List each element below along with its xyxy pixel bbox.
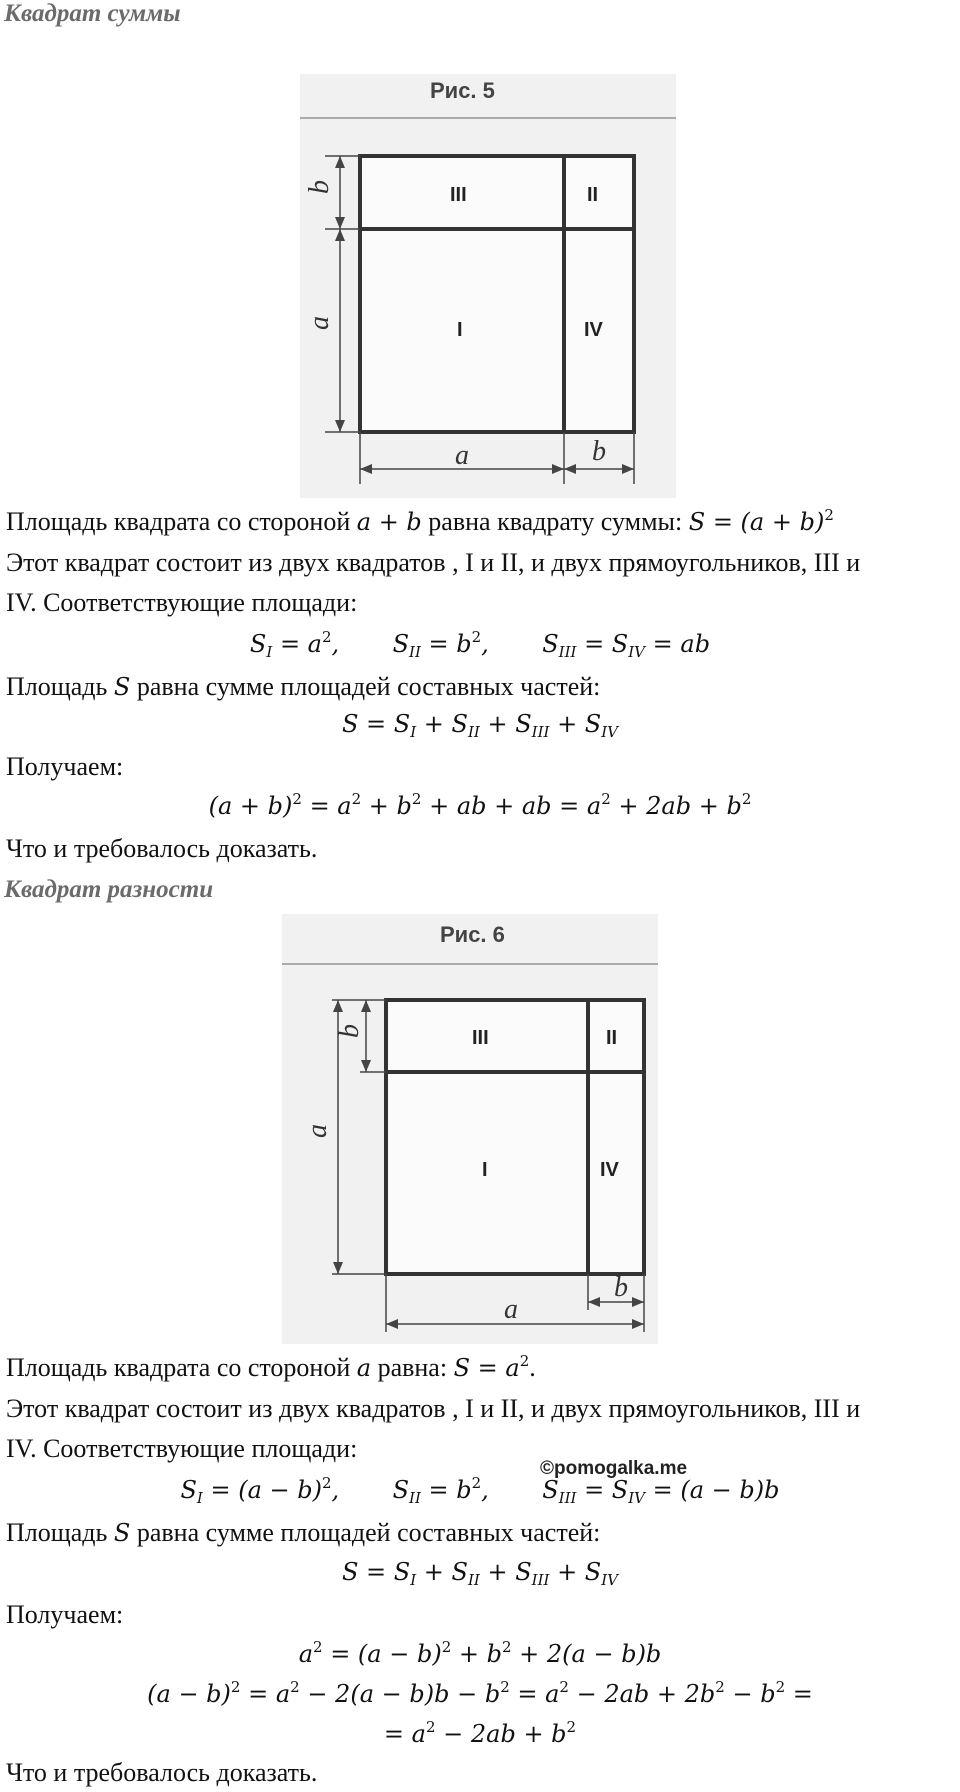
- region-I-label: I: [482, 1159, 488, 1181]
- region-III-label: III: [472, 1027, 489, 1049]
- side-a-label-bottom: a: [455, 440, 469, 471]
- region-IV-label: IV: [584, 319, 603, 341]
- side-b-label-bottom: b: [592, 436, 606, 467]
- section-heading-sum-square: Квадрат суммы: [4, 0, 181, 27]
- text-line: Этот квадрат состоит из двух квадратов , I и II, и двух прямоугольников, III и: [6, 1394, 861, 1423]
- figure-5: [300, 74, 676, 498]
- text-line: IV. Соответствующие площади:: [6, 1434, 358, 1463]
- formula-total-area: $S = S_I + S_{II} + S_{III} + S_{IV}$: [341, 710, 619, 741]
- text-line: Что и требовалось доказать.: [6, 1758, 318, 1787]
- text-line: Что и требовалось доказать.: [6, 834, 318, 863]
- section-heading-difference-square: Квадрат разности: [4, 876, 214, 903]
- text-line: Площадь S равна сумме площадей составных частей:: [6, 672, 601, 701]
- watermark: ©pomogalka.me: [540, 1458, 688, 1479]
- region-II-label: II: [606, 1027, 618, 1049]
- side-b-label-left: b: [304, 180, 335, 194]
- region-II-label: II: [587, 184, 599, 206]
- text-line: Площадь квадрата со стороной a + b равна квадрату суммы: $S = (a + b)^2$: [6, 506, 834, 536]
- side-a-label-bottom: a: [504, 1294, 518, 1325]
- formula-difference-step1: $a^2 = (a - b)^2 + b^2 + 2(a - b)b$: [298, 1638, 662, 1668]
- text-line: Этот квадрат состоит из двух квадратов , I и II, и двух прямоугольников, III и: [6, 548, 861, 577]
- region-I-label: I: [457, 319, 463, 341]
- side-b-label-left: b: [334, 1024, 365, 1038]
- formula-areas-sum: $S_I = a^2$, $S_{II} = b^2$, $S_{III} = S_{IV}$ = ab: [249, 628, 711, 661]
- region-III-label: III: [450, 184, 467, 206]
- side-a-label-left: a: [302, 1124, 333, 1138]
- text-line: Получаем:: [6, 752, 124, 781]
- formula-sum-square-result: $(a + b)^2 = a^2 + b^2$ + ab + ab = $a^2 + 2ab + b^2$: [208, 790, 752, 820]
- side-b-label-bottom: b: [614, 1272, 628, 1303]
- text-line: Площадь S равна сумме площадей составных частей:: [6, 1518, 601, 1547]
- region-IV-label: IV: [600, 1159, 619, 1181]
- text-line: Получаем:: [6, 1600, 124, 1629]
- formula-total-area-2: $S = S_I + S_{II} + S_{III} + S_{IV}$: [341, 1558, 619, 1589]
- figure-6-caption: Рис. 6: [440, 922, 505, 947]
- text-line: Площадь квадрата со стороной a равна: $S = a^2$.: [6, 1352, 536, 1382]
- formula-difference-result: = $a^2 - 2ab + b^2$: [383, 1718, 577, 1748]
- figure-6: [282, 914, 658, 1344]
- text-line: IV. Соответствующие площади:: [6, 588, 358, 617]
- formula-difference-step2: $(a - b)^2 = a^2 - 2(a - b)b - b^2 = a^2 - 2ab + 2b^2 - b^2$ =: [147, 1678, 813, 1708]
- side-a-label-left: a: [304, 316, 335, 330]
- figure-5-caption: Рис. 5: [430, 78, 495, 103]
- formula-areas-difference: $S_I = (a - b)^2$, $S_{II} = b^2$, $S_{III} = S_{IV} = (a - b)b$: [180, 1474, 780, 1507]
